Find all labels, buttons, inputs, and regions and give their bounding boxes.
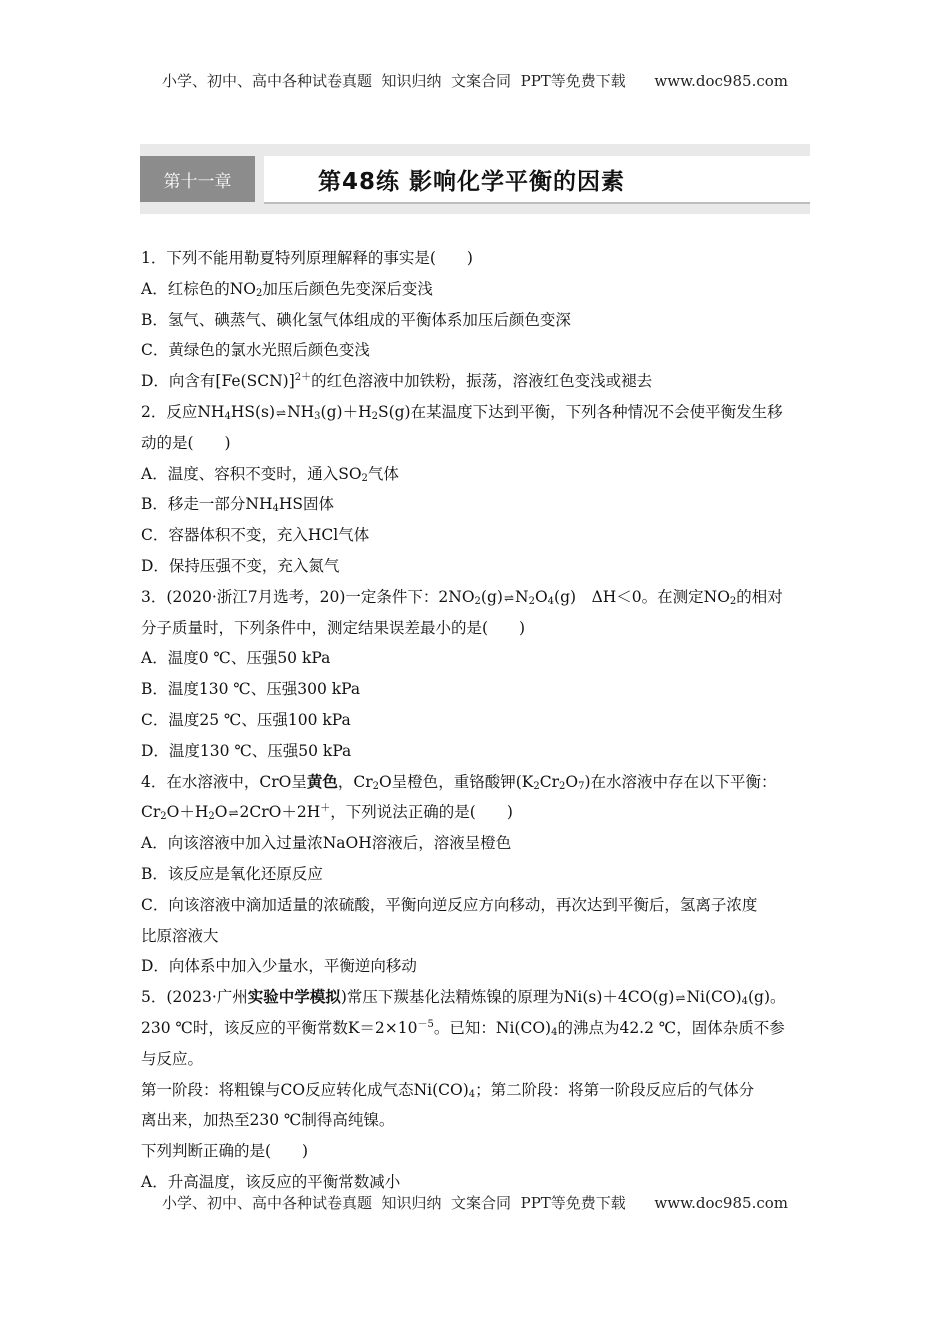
equilibrium-arrow-icon: ⇌ [675,991,686,1006]
equilibrium-arrow-icon: ⇌ [503,590,515,605]
q4-stem-line2: $Cr_2O+H_2O\rightleftharpoons 2CrO+2H^+$，下列说法正确的是( ) [141,797,811,828]
q1-option-d: D．向含有$[Fe(SCN)]^{2+}$的红色溶液中加铁粉，振荡，溶液红色变浅或褪去 [141,372,653,391]
page-footer: 小学、初中、高中各种试卷真题 知识归纳 文案合同 PPT等免费下载 www.doc985.com [161,1194,788,1212]
q1-option-a: A．红棕色的$NO_2$加压后颜色先变深后变浅 [141,279,433,299]
q2-option-b: B．移走一部分$NH_4HS$固体 [141,495,334,515]
page-title: 第48练 影响化学平衡的因素 [318,169,626,195]
q4-stem-line1: 4．在水溶液中，CrO呈黄色，$Cr_2O$呈橙色，重铬酸钾$(K_2Cr_2O_7)$在水溶液中存在以下平衡： [141,771,777,792]
q3-option-b: B．温度130 ℃、压强300 kPa [141,680,361,699]
q5-stem-line1: 5．(2023·广州实验中学模拟)常压下羰基化法精炼镍的原理为$Ni(s)+4CO(g)\rightleftharpoons Ni(CO)_4(g)$。 [141,982,811,1013]
q4-option-b: B．该反应是氧化还原反应 [141,864,323,883]
page-header: 小学、初中、高中各种试卷真题 知识归纳 文案合同 PPT等免费下载 www.doc985.com [161,72,788,90]
q2-stem-line2: 动的是( ) [141,433,231,452]
q5-stem-line2: 230 ℃时，该反应的平衡常数$K=2\times 10^{-5}$。已知：$Ni(CO)_4$的沸点为42.2 ℃，固体杂质不参 [141,1018,785,1038]
q3-option-c: C．温度25 ℃、压强100 kPa [141,710,351,729]
q5-stem-line4: 第一阶段：将粗镍与CO反应转化成气态$Ni(CO)_4$；第二阶段：将第一阶段反应后的气体分 [141,1080,755,1100]
q3-option-a: A．温度0 ℃、压强50 kPa [141,649,331,668]
q3-stem-line1: 3．(2020·浙江7月选考，20)一定条件下：$2NO_2(g)\rightleftharpoons N_2O_4(g)$ ΔH＜0。在测定$NO_2$的相对 [141,582,811,613]
equilibrium-arrow-icon: ⇌ [276,405,287,420]
question-list [141,243,811,1198]
equilibrium-arrow-icon: ⇌ [228,806,239,821]
chapter-label: 第十一章 [140,156,255,202]
q4-option-d: D．向体系中加入少量水，平衡逆向移动 [141,957,417,976]
q3-option-d: D．温度130 ℃、压强50 kPa [141,741,352,760]
q2-option-a: A．温度、容积不变时，通入$SO_2$气体 [141,464,399,484]
q1-option-b: B．氢气、碘蒸气、碘化氢气体组成的平衡体系加压后颜色变深 [141,310,571,329]
q2-option-d: D．保持压强不变，充入氮气 [141,556,340,575]
q1-stem: 1．下列不能用勒夏特列原理解释的事实是( ) [141,249,473,267]
q3-stem-line2: 分子质量时，下列条件中，测定结果误差最小的是( ) [141,618,526,637]
q4-option-c-line1: C．向该溶液中滴加适量的浓硫酸，平衡向逆反应方向移动，再次达到平衡后，氢离子浓度 [141,895,758,914]
q5-stem-line6: 下列判断正确的是( ) [141,1142,309,1161]
q4-option-a: A．向该溶液中加入过量浓NaOH溶液后，溶液呈橙色 [141,834,512,853]
q1-option-c: C．黄绿色的氯水光照后颜色变浅 [141,341,370,360]
q2-option-c: C．容器体积不变，充入HCl气体 [141,526,370,545]
q5-option-a: A．升高温度，该反应的平衡常数减小 [141,1172,401,1191]
q2-stem-line1: 2．反应$NH_4HS(s)\rightleftharpoons NH_3(g)+H_2S(g)$在某温度下达到平衡，下列各种情况不会使平衡发生移 [141,397,811,428]
q5-stem-line3: 与反应。 [141,1049,204,1068]
q4-option-c-line2: 比原溶液大 [141,926,219,945]
q5-stem-line5: 离出来，加热至230 ℃制得高纯镍。 [141,1111,395,1130]
